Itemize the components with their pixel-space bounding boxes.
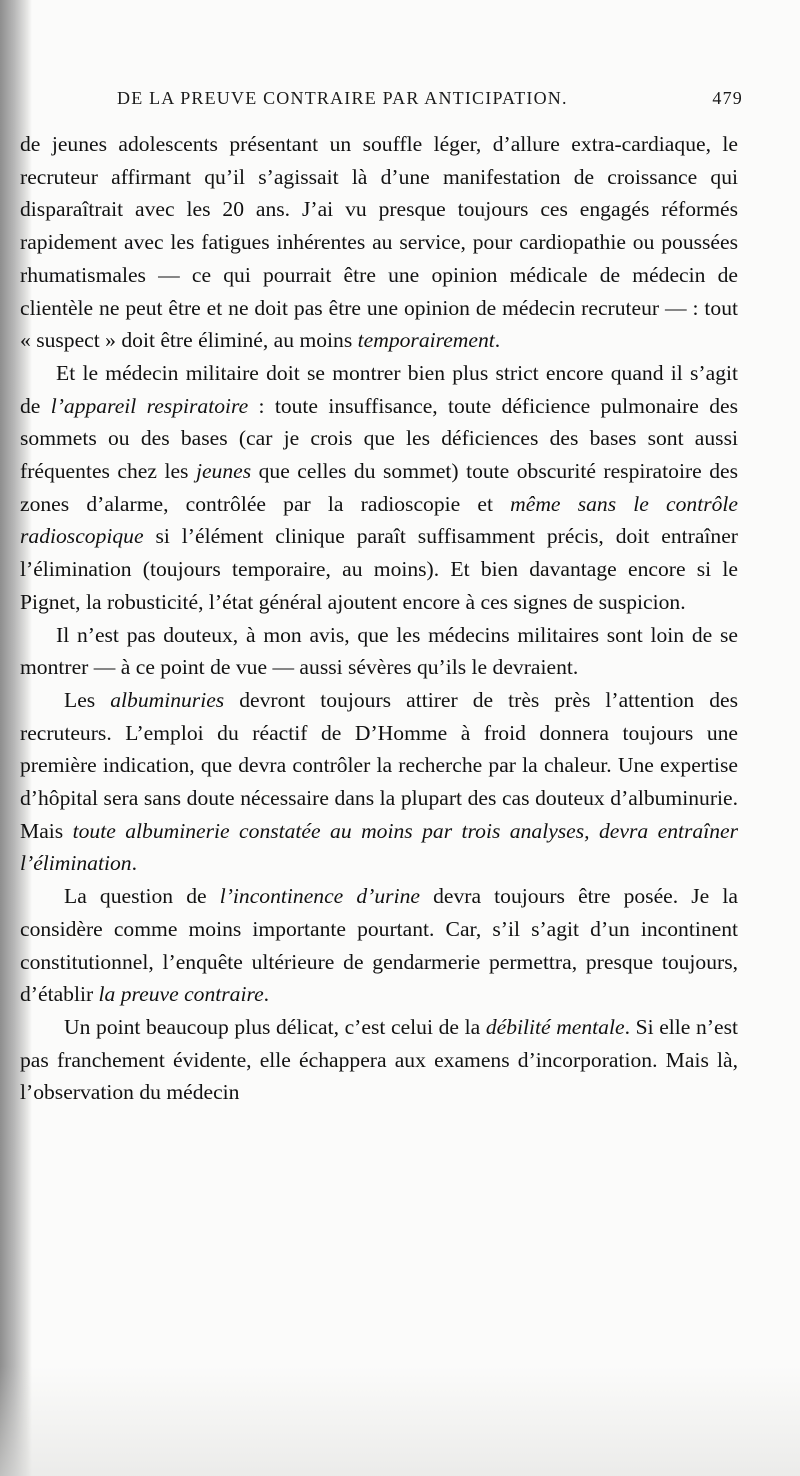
paragraph-6-text-1: Un point beaucoup plus délicat, c’est celui de la	[64, 1014, 486, 1039]
paragraph-1	[20, 128, 738, 357]
page-bottom-shadow	[0, 1366, 800, 1476]
paragraph-2-italic-appareil-respiratoire: l’appareil respiratoire	[50, 393, 249, 418]
paragraph-1-text-1: de jeunes adolescents présentant un souffle léger, d’allure extra-cardiaque, le recruteur affirmant qu’il s’agissait là d’une manifestation de croissance qui disparaîtrait avec les 20 ans. J’ai vu presque toujours ces engagés réformés rapidement avec les fatigues inhérentes au service, pour cardiopathie ou poussées rhumatismales — ce qui pourrait être une opinion médicale de médecin de clientèle ne peut être et ne doit pas être une opinion de médecin recruteur — : tout « suspect » doit être éliminé, au moins	[20, 132, 738, 353]
paragraph-2-italic-jeunes: jeunes	[195, 459, 252, 484]
page-number: 479	[712, 88, 743, 108]
paragraph-6	[20, 1011, 738, 1109]
paragraph-4-text-3: .	[131, 851, 137, 876]
paragraph-4-text-2: devront toujours attirer de très près l’attention des recruteurs. L’emploi du réactif de D’Homme à froid donnera toujours une première indication, que devra contrôler la recherche par la chaleur. Une expertise d’hôpital sera sans doute nécessaire dans la plupart des cas douteux d’albuminurie. Mais	[20, 687, 738, 843]
paragraph-4-text-1: Les	[64, 687, 111, 712]
paragraph-5-italic-preuve-contraire: la preuve contraire	[98, 982, 264, 1007]
paragraph-5-text-3: .	[263, 982, 270, 1007]
paragraph-2	[20, 357, 738, 619]
paragraph-5-text-2: devra toujours être posée. Je la considère comme moins importante pourtant. Car, s’il s’agit d’un incontinent constitutionnel, l’enquête ultérieure de gendarmerie permettra, presque toujours, d’établir	[20, 884, 738, 1007]
paragraph-1-text-2: .	[494, 328, 501, 353]
paragraph-1-italic-temporairement: temporairement	[357, 328, 495, 353]
running-head-title: DE LA PREUVE CONTRAIRE PAR ANTICIPATION.	[117, 88, 568, 108]
body-text	[20, 128, 738, 1109]
paragraph-2-text-2: : toute insuffisance, toute déficience pulmonaire des sommets ou des bases (car je crois que les déficiences des bases sont aussi fréquentes chez les	[20, 393, 739, 484]
paragraph-5	[20, 880, 738, 1011]
paragraph-4	[20, 684, 738, 880]
paragraph-6-text-2: . Si elle n’est pas franchement évidente, elle échappera aux examens d’incorporation. Mais là, l’observation du médecin	[20, 1014, 738, 1105]
paragraph-6-italic-debilite-mentale: débilité mentale	[485, 1014, 625, 1039]
running-head	[117, 88, 743, 118]
paragraph-5-italic-incontinence: l’incontinence d’urine	[219, 884, 420, 909]
paragraph-2-text-3: que celles du sommet) toute obscurité respiratoire des zones d’alarme, contrôlée par la radioscopie et	[20, 459, 738, 516]
paragraph-3	[20, 619, 738, 684]
paragraph-3-text-1: Il n’est pas douteux, à mon avis, que les médecins militaires sont loin de se montrer — à ce point de vue — aussi sévères qu’ils le devraient.	[20, 622, 738, 680]
paragraph-4-italic-albuminerie-rule: toute albuminerie constatée au moins par trois analyses, devra entraîner l’élimination	[20, 818, 738, 876]
paragraph-2-text-4: si l’élément clinique paraît suffisamment précis, doit entraîner l’élimination (toujours temporaire, au moins). Et bien davantage encore si le Pignet, la robusticité, l’état général ajoutent encore à ces signes de suspicion.	[20, 524, 738, 614]
paragraph-5-text-1: La question de	[64, 884, 220, 909]
paragraph-4-italic-albuminuries: albuminuries	[110, 687, 225, 712]
paragraph-2-italic-controle-radioscopique: même sans le contrôle radioscopique	[20, 491, 738, 549]
paragraph-2-text-1: Et le médecin militaire doit se montrer bien plus strict encore quand il s’agit de	[20, 360, 738, 418]
